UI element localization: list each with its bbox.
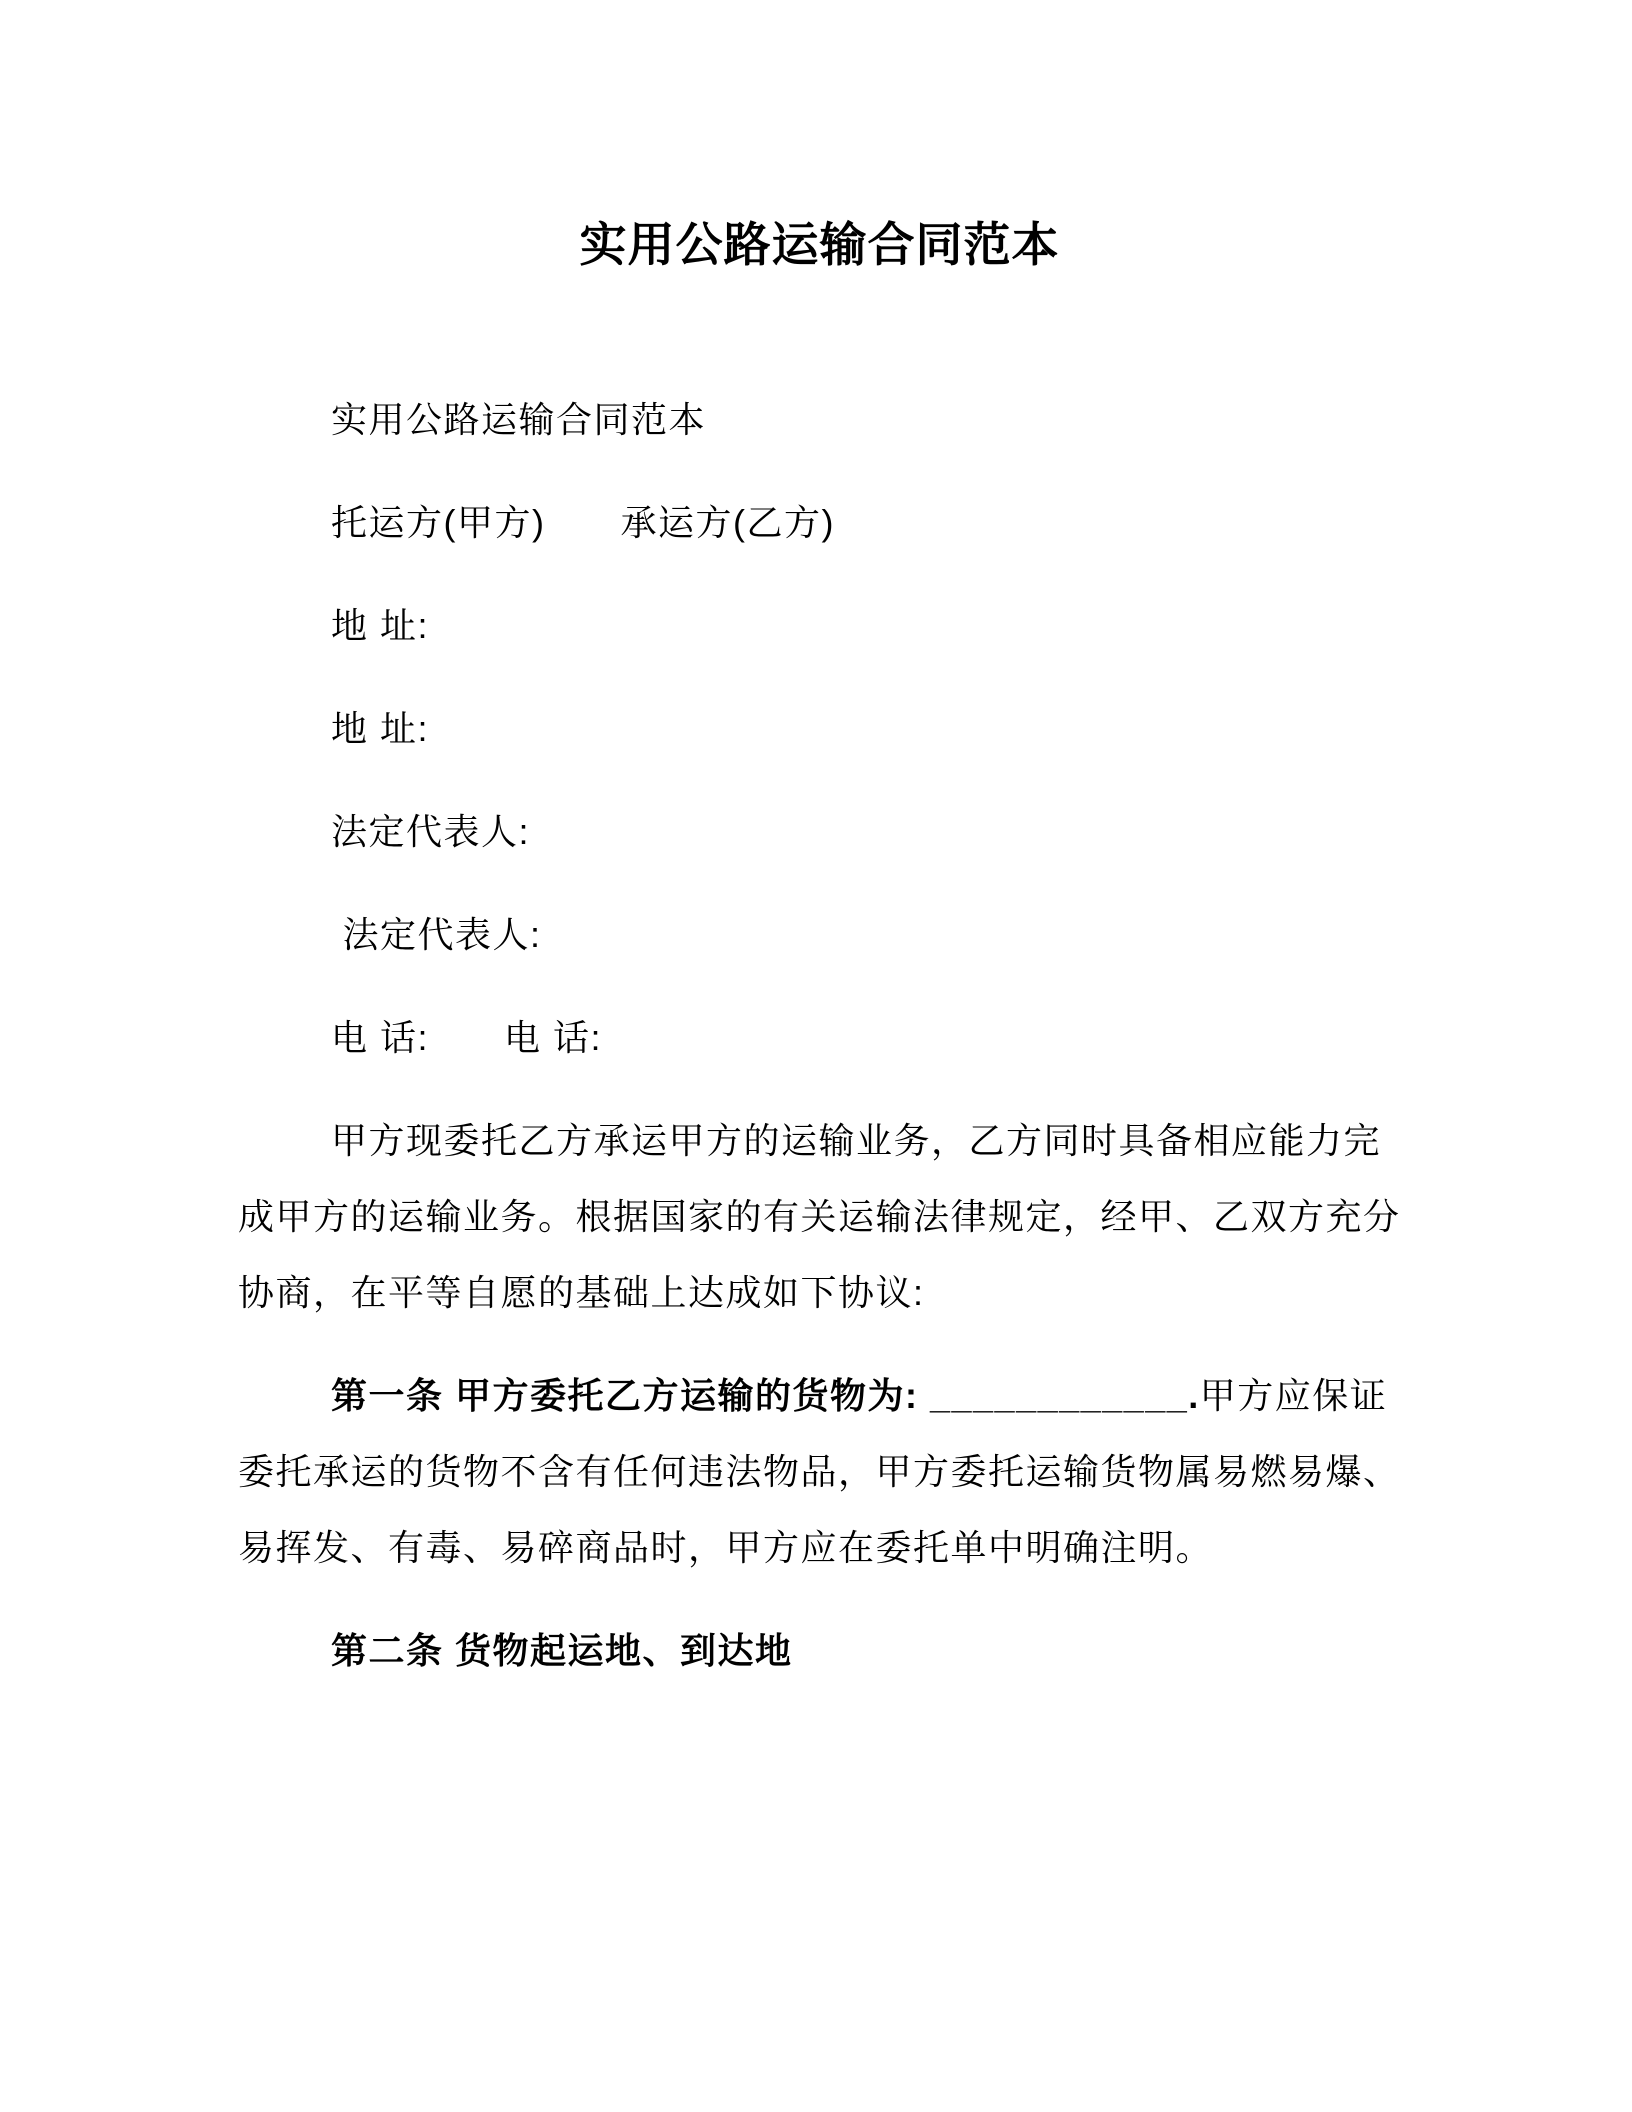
paragraph: [238, 1000, 1401, 1076]
paragraph: [238, 691, 1401, 767]
paragraph: [238, 897, 1401, 973]
paragraph: [238, 794, 1401, 870]
body-text: 托运方(甲方) 承运方(乙方): [331, 502, 835, 543]
paragraph: [238, 1358, 1401, 1586]
clause-lead-text: 第二条 货物起运地、到达地: [331, 1630, 793, 1671]
paragraph: [238, 1103, 1401, 1331]
paragraph: [238, 1613, 1401, 1689]
body-text: 电 话: 电 话:: [331, 1017, 603, 1058]
body-text: 地 址:: [331, 605, 430, 646]
paragraph: [238, 588, 1401, 664]
body-text: 实用公路运输合同范本: [331, 399, 707, 440]
paragraph: [238, 382, 1401, 458]
body-text: 法定代表人:: [331, 914, 542, 955]
body-text: 甲方现委托乙方承运甲方的运输业务，乙方同时具备相应能力完成甲方的运输业务。根据国家的有关运输法律规定，经甲、乙双方充分协商，在平等自愿的基础上达成如下协议:: [238, 1120, 1401, 1313]
clause-lead-text: 第一条 甲方委托乙方运输的货物为: ____________.: [331, 1375, 1200, 1416]
document-body: [238, 382, 1401, 1689]
paragraph: [238, 485, 1401, 561]
document-title: 实用公路运输合同范本: [579, 218, 1060, 271]
body-text: 地 址:: [331, 708, 430, 749]
body-text: 甲方应保证委托承运的货物不含有任何违法物品，甲方委托运输货物属易燃易爆、易挥发、有毒、易碎商品时，甲方应在委托单中明确注明。: [238, 1375, 1401, 1568]
body-text: 法定代表人:: [331, 811, 531, 852]
